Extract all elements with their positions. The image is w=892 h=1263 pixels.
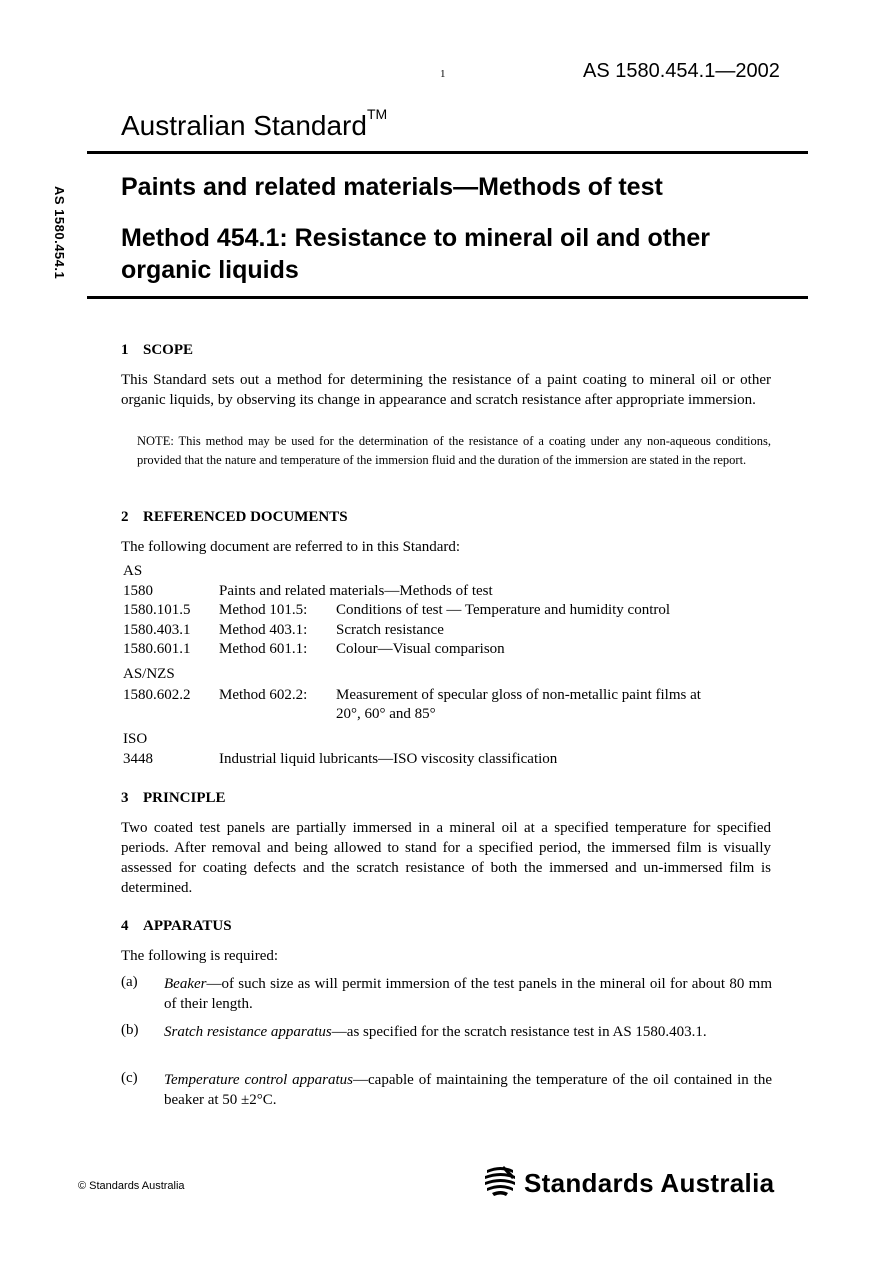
list-item-label: (c)	[121, 1070, 138, 1086]
apparatus-intro: The following is required:	[121, 948, 279, 964]
list-item-beaker	[164, 974, 772, 1014]
reference-title-continued: 20°, 60° and 85°	[336, 706, 436, 722]
reference-method: Method 601.1:	[219, 641, 308, 657]
reference-method: Method 403.1:	[219, 622, 308, 638]
list-item-label: (a)	[121, 974, 138, 990]
page-number: 1	[440, 68, 446, 80]
reference-title: Industrial liquid lubricants—ISO viscosity classification	[219, 751, 558, 767]
reference-method: Method 602.2:	[219, 687, 308, 703]
section-heading-text: REFERENCED DOCUMENTS	[143, 509, 348, 525]
section-heading-text: PRINCIPLE	[143, 790, 226, 806]
document-title: Paints and related materials—Methods of test	[121, 173, 663, 201]
footer-copyright: © Standards Australia	[78, 1180, 185, 1192]
principle-paragraph: Two coated test panels are partially immersed in a mineral oil at a specified temperature for specified periods. After removal and being allowed to stand for a specified period, the immersed film is visually assessed for coating defects and the scratch resistance of both the immersed and un-immersed film is determined.	[121, 820, 771, 896]
standards-australia-logo	[484, 1164, 774, 1203]
trademark-mark: TM	[366, 106, 388, 122]
referenced-intro: The following document are referred to in this Standard:	[121, 539, 461, 555]
section-number: 2	[121, 509, 129, 525]
section-number: 1	[121, 342, 129, 358]
reference-title: Conditions of test — Temperature and humidity control	[336, 602, 671, 618]
list-item-label: (b)	[121, 1022, 139, 1038]
scope-paragraph: This Standard sets out a method for determining the resistance of a paint coating to mineral oil or other organic liquids, by observing its change in appearance and scratch resistance after appropriate immersion.	[121, 372, 771, 408]
section-heading-text: APPARATUS	[143, 918, 232, 934]
method-title: Method 454.1: Resistance to mineral oil and other organic liquids	[121, 224, 711, 284]
list-item-term: Sratch resistance apparatus	[164, 1024, 332, 1040]
reference-group-iso: ISO	[123, 731, 148, 747]
reference-code: 1580.601.1	[123, 641, 191, 657]
document-id: AS 1580.454.1—2002	[583, 60, 780, 82]
reference-code: 3448	[123, 751, 153, 767]
reference-title: Scratch resistance	[336, 622, 444, 638]
reference-group-asnzs: AS/NZS	[123, 666, 175, 682]
list-item-scratch-apparatus	[164, 1022, 772, 1042]
section-heading-apparatus	[121, 918, 232, 935]
scope-note: NOTE: This method may be used for the determination of the resistance of a coating under any non-aqueous conditions, provided that the nature and temperature of the immersion fluid and the duration of the immersion are stated in the report.	[137, 434, 771, 467]
section-heading-text: SCOPE	[143, 342, 194, 358]
title-bottom-rule	[87, 296, 808, 299]
section-number: 4	[121, 918, 129, 934]
list-item-text: —as specified for the scratch resistance test in AS 1580.403.1.	[331, 1024, 707, 1040]
reference-title: Measurement of specular gloss of non-metallic paint films at	[336, 687, 701, 703]
section-heading-scope	[121, 342, 193, 359]
standard-label-text: Australian Standard	[121, 110, 367, 141]
logo-text: Standards Australia	[524, 1168, 775, 1198]
reference-title: Colour—Visual comparison	[336, 641, 505, 657]
section-number: 3	[121, 790, 129, 806]
list-item-term: Beaker	[164, 976, 207, 992]
reference-code: 1580	[123, 583, 153, 599]
reference-group-as: AS	[123, 563, 143, 579]
reference-title: Paints and related materials—Methods of test	[219, 583, 493, 599]
list-item-temperature-apparatus	[164, 1070, 772, 1110]
standard-label	[121, 106, 388, 142]
reference-code: 1580.403.1	[123, 622, 191, 638]
side-document-id: AS 1580.454.1	[52, 186, 67, 280]
reference-method: Method 101.5:	[219, 602, 308, 618]
section-heading-referenced-documents	[121, 509, 348, 526]
top-rule	[87, 151, 808, 154]
list-item-text: —of such size as will permit immersion of the test panels in the mineral oil for about 80 mm of their length.	[164, 976, 772, 1012]
reference-code: 1580.602.2	[123, 687, 191, 703]
standards-australia-emblem-icon	[484, 1164, 518, 1203]
list-item-term: Temperature control apparatus	[164, 1072, 353, 1088]
section-heading-principle	[121, 790, 226, 807]
reference-code: 1580.101.5	[123, 602, 191, 618]
list-item-text: —capable of maintaining the temperature of the oil contained in the beaker at 50 ±2°C.	[164, 1072, 772, 1108]
